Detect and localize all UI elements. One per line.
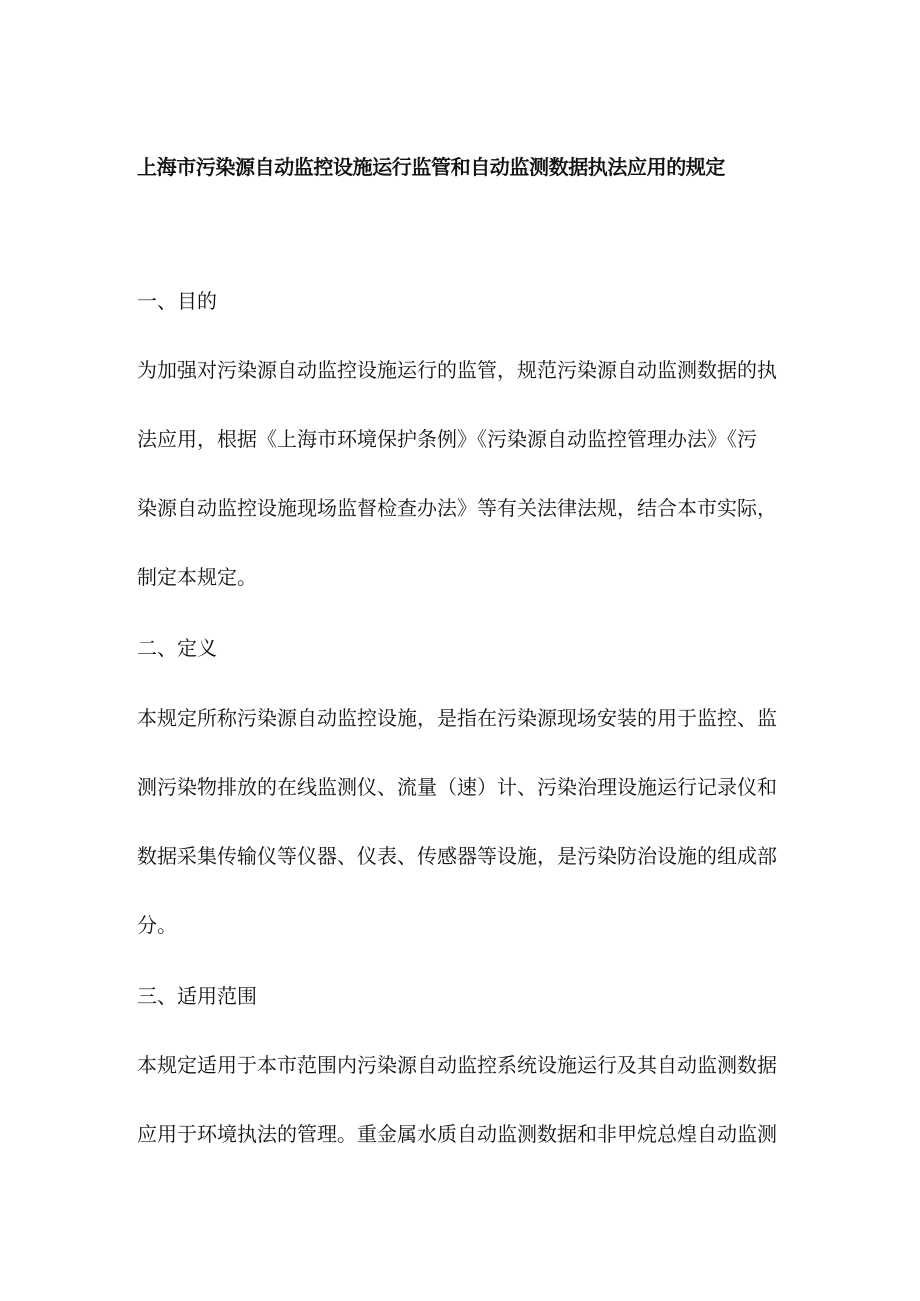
section-heading-scope: 三、适用范围 [137,984,257,1008]
section-body-purpose [137,355,783,592]
paragraph-line: 制定本规定。 [137,565,257,589]
paragraph-line: 测污染物排放的在线监测仪、流量（速）计、污染治理设施运行记录仪和 [137,775,777,799]
section-heading-definition: 二、定义 [137,636,217,660]
section-body-definition [137,703,783,940]
section-body-scope [137,1050,783,1149]
document-title: 上海市污染源自动监控设施运行监管和自动监测数据执法应用的规定 [137,155,725,179]
paragraph-line: 为加强对污染源自动监控设施运行的监管，规范污染源自动监测数据的执 [137,358,777,382]
paragraph-line: 染源自动监控设施现场监督检查办法》等有关法律法规，结合本市实际， [137,496,777,520]
paragraph-line: 分。 [137,913,177,937]
paragraph-line: 本规定适用于本市范围内污染源自动监控系统设施运行及其自动监测数据 [137,1053,777,1077]
section-heading-purpose: 一、目的 [137,289,217,313]
paragraph-line: 法应用，根据《上海市环境保护条例》《污染源自动监控管理办法》《污 [137,427,757,451]
paragraph-line: 应用于环境执法的管理。重金属水质自动监测数据和非甲烷总煌自动监测 [137,1122,777,1146]
paragraph-line: 本规定所称污染源自动监控设施，是指在污染源现场安装的用于监控、监 [137,706,777,730]
paragraph-line: 数据采集传输仪等仪器、仪表、传感器等设施，是污染防治设施的组成部 [137,844,777,868]
